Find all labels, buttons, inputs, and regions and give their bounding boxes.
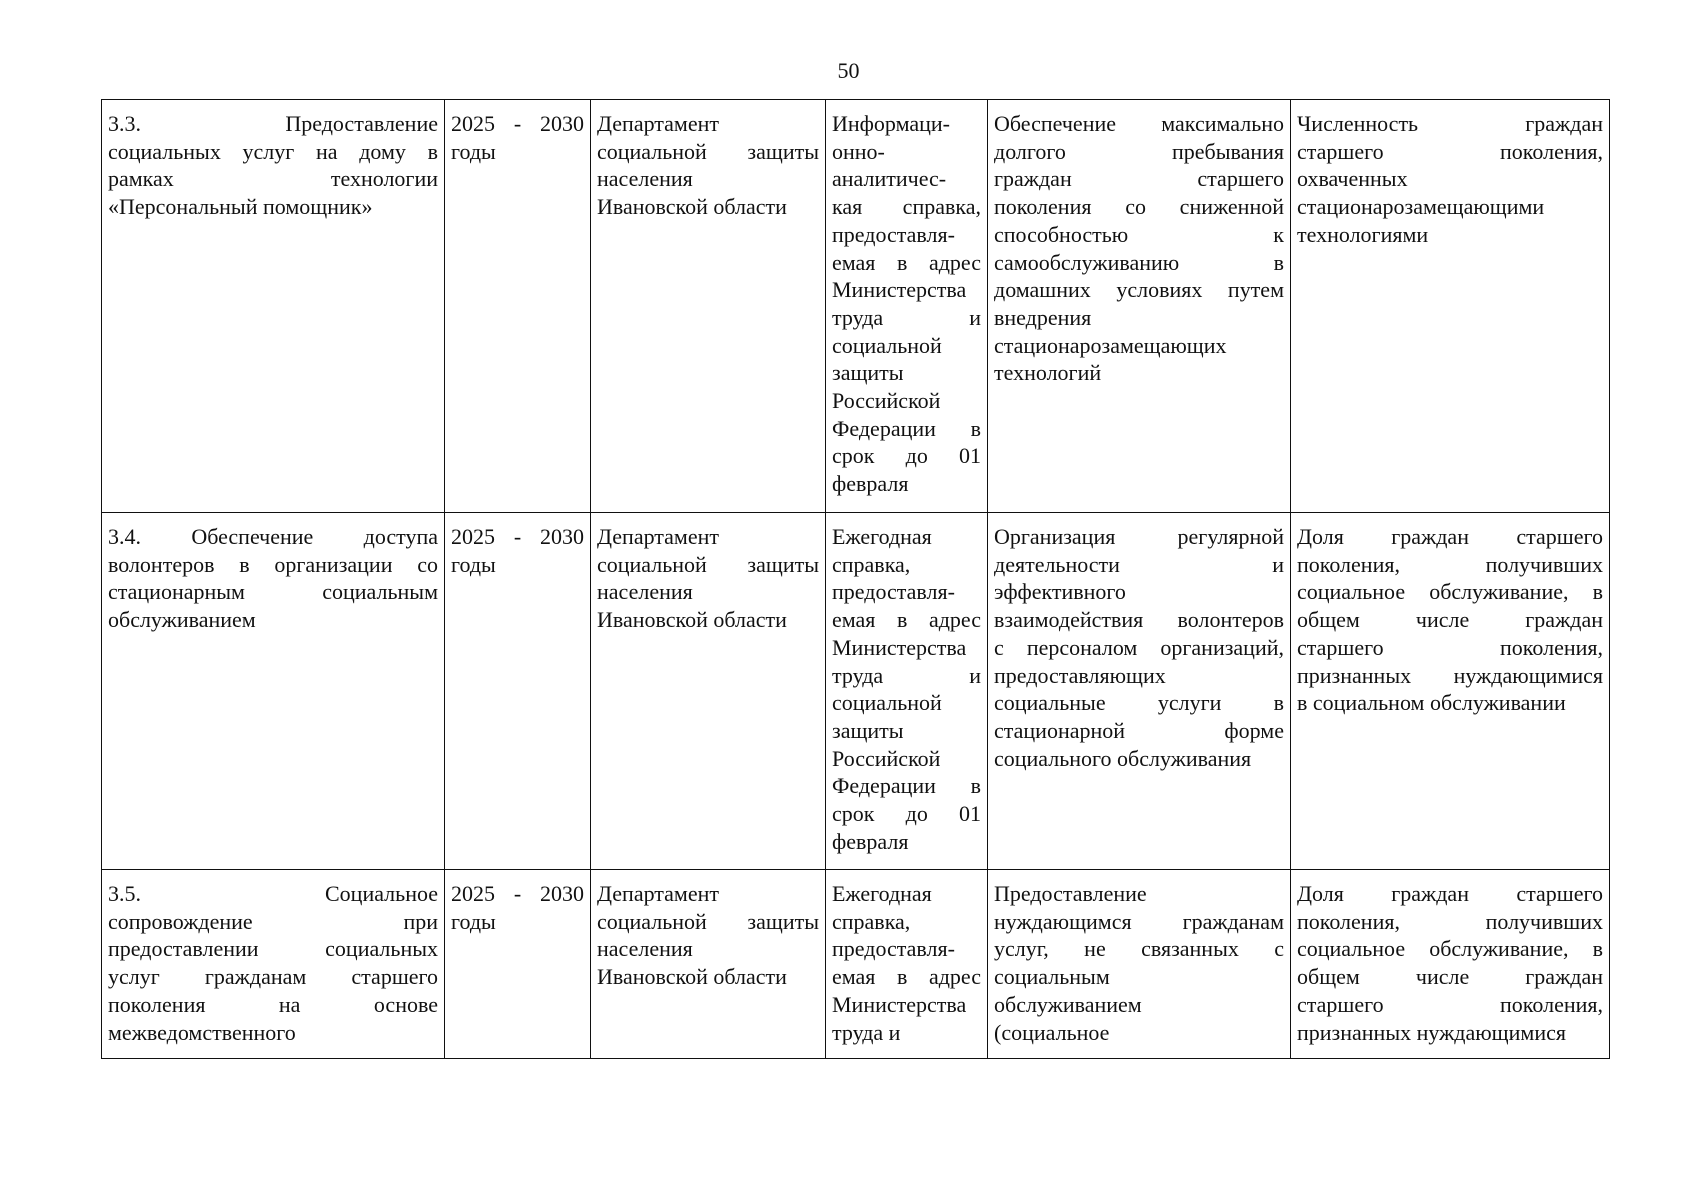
cell-text-line: нуждающимся гражданам — [994, 908, 1284, 934]
cell-text-line: общем числе граждан — [1297, 607, 1603, 633]
table-row — [102, 870, 1610, 1059]
cell-text-line: Федерации в — [832, 773, 981, 799]
measures-table — [101, 99, 1610, 1059]
cell-text-line: населения — [597, 936, 693, 962]
cell-text-line: социальной защиты — [597, 908, 819, 934]
period-cell — [445, 513, 591, 870]
cell-text-line: кая справка, — [832, 194, 981, 220]
cell-text-line: Ивановской области — [597, 607, 787, 633]
cell-text-line: межведомственного — [108, 1019, 296, 1045]
cell-text-line: в социальном обслуживании — [1297, 690, 1566, 716]
cell-text-line: предоставляющих — [994, 662, 1166, 688]
cell-text-line: «Персональный помощник» — [108, 194, 373, 220]
table-row — [102, 513, 1610, 870]
cell-text-line: Российской — [832, 388, 941, 414]
cell-text-line: технологиями — [1297, 221, 1429, 247]
cell-text-line: внедрения — [994, 304, 1092, 330]
cell-text-line: социального обслуживания — [994, 745, 1252, 771]
cell-text-line: социальной — [832, 332, 942, 358]
cell-text-line: февраля — [832, 471, 909, 497]
cell-text-line: годы — [451, 908, 496, 934]
cell-text-line: Ежегодная — [832, 524, 932, 549]
cell-text-line: 3.5. Социальное — [108, 881, 438, 906]
indicator-cell — [1291, 513, 1610, 870]
cell-text-line: технологий — [994, 360, 1102, 386]
cell-text-line: предоставля- — [832, 579, 955, 605]
report-form-cell — [826, 100, 988, 513]
cell-text-line: Министерства — [832, 991, 967, 1017]
cell-text-line: населения — [597, 166, 693, 192]
executor-cell — [591, 870, 826, 1059]
cell-text-line: Ежегодная — [832, 881, 932, 906]
cell-text-line: граждан старшего — [994, 166, 1284, 192]
cell-text-line: Обеспечение максимально — [994, 111, 1284, 136]
cell-text-line: Российской — [832, 745, 941, 771]
cell-text-line: поколения, получивших — [1297, 551, 1603, 577]
page-number: 50 — [837, 58, 860, 83]
cell-text-line: домашних условиях путем — [994, 277, 1284, 303]
cell-text-line: годы — [451, 138, 496, 164]
cell-text-line: февраля — [832, 828, 909, 854]
period-cell — [445, 100, 591, 513]
cell-text-line: Департамент — [597, 524, 720, 549]
period-cell — [445, 870, 591, 1059]
cell-text-line: стационарным социальным — [108, 579, 438, 605]
cell-text-line: Организация регулярной — [994, 524, 1284, 549]
cell-text-line: емая в адрес — [832, 964, 981, 990]
cell-text-line: социальное обслуживание, в — [1297, 579, 1603, 605]
measure-name-cell — [102, 513, 445, 870]
cell-text-line: услуг, не связанных с — [994, 936, 1284, 962]
cell-text-line: Ивановской области — [597, 964, 787, 990]
cell-text-line: емая в адрес — [832, 607, 981, 633]
cell-text-line: признанных нуждающимися — [1297, 1019, 1566, 1045]
cell-text-line: с персоналом организаций, — [994, 634, 1284, 660]
cell-text-line: взаимодействия волонтеров — [994, 607, 1284, 633]
cell-text-line: справка, — [832, 551, 911, 577]
cell-text-line: 3.4. Обеспечение доступа — [108, 524, 438, 549]
cell-text-line: онно- — [832, 138, 885, 164]
cell-text-line: 2025 - 2030 — [451, 524, 584, 549]
cell-text-line: аналитичес- — [832, 166, 947, 192]
cell-text-line: Численность граждан — [1297, 111, 1603, 136]
expected-result-cell — [988, 513, 1291, 870]
cell-text-line: (социальное — [994, 1019, 1110, 1045]
cell-text-line: Министерства — [832, 634, 967, 660]
cell-text-line: срок до 01 — [832, 801, 981, 827]
cell-text-line: социальной — [832, 690, 942, 716]
cell-text-line: труда и — [832, 662, 981, 688]
measure-name-cell — [102, 100, 445, 513]
cell-text-line: поколения со сниженной — [994, 194, 1284, 220]
cell-text-line: срок до 01 — [832, 443, 981, 469]
cell-text-line: поколения, получивших — [1297, 908, 1603, 934]
cell-text-line: Департамент — [597, 881, 720, 906]
cell-text-line: труда и — [832, 304, 981, 330]
cell-text-line: социальные услуги в — [994, 690, 1284, 716]
cell-text-line: стационарозамещающих — [994, 332, 1227, 358]
cell-text-line: волонтеров в организации со — [108, 551, 438, 577]
cell-text-line: деятельности и — [994, 551, 1284, 577]
cell-text-line: Предоставление — [994, 881, 1147, 906]
cell-text-line: социальной защиты — [597, 551, 819, 577]
measure-name-cell — [102, 870, 445, 1059]
cell-text-line: Доля граждан старшего — [1297, 524, 1603, 549]
cell-text-line: Ивановской области — [597, 194, 787, 220]
cell-text-line: справка, — [832, 908, 911, 934]
cell-text-line: поколения на основе — [108, 991, 438, 1017]
executor-cell — [591, 100, 826, 513]
table-row — [102, 100, 1610, 513]
cell-text-line: Федерации в — [832, 415, 981, 441]
cell-text-line: стационарозамещающими — [1297, 194, 1545, 220]
cell-text-line: признанных нуждающимися — [1297, 662, 1603, 688]
cell-text-line: защиты — [832, 360, 904, 386]
cell-text-line: 2025 - 2030 — [451, 881, 584, 906]
report-form-cell — [826, 870, 988, 1059]
cell-text-line: самообслуживанию в — [994, 249, 1284, 275]
cell-text-line: старшего поколения, — [1297, 634, 1603, 660]
cell-text-line: старшего поколения, — [1297, 138, 1603, 164]
cell-text-line: долгого пребывания — [994, 138, 1284, 164]
table-body — [102, 100, 1610, 1059]
cell-text-line: 3.3. Предоставление — [108, 111, 438, 136]
indicator-cell — [1291, 100, 1610, 513]
cell-text-line: рамках технологии — [108, 166, 438, 192]
cell-text-line: Департамент — [597, 111, 720, 136]
executor-cell — [591, 513, 826, 870]
cell-text-line: Доля граждан старшего — [1297, 881, 1603, 906]
cell-text-line: сопровождение при — [108, 908, 438, 934]
cell-text-line: труда и — [832, 1019, 901, 1045]
cell-text-line: годы — [451, 551, 496, 577]
cell-text-line: Министерства — [832, 277, 967, 303]
cell-text-line: старшего поколения, — [1297, 991, 1603, 1017]
indicator-cell — [1291, 870, 1610, 1059]
cell-text-line: предоставля- — [832, 936, 955, 962]
cell-text-line: населения — [597, 579, 693, 605]
cell-text-line: предоставлении социальных — [108, 936, 438, 962]
expected-result-cell — [988, 100, 1291, 513]
cell-text-line: социальной защиты — [597, 138, 819, 164]
cell-text-line: способностью к — [994, 221, 1284, 247]
cell-text-line: емая в адрес — [832, 249, 981, 275]
cell-text-line: социальным — [994, 964, 1110, 990]
report-form-cell — [826, 513, 988, 870]
cell-text-line: общем числе граждан — [1297, 964, 1603, 990]
cell-text-line: обслуживанием — [994, 991, 1142, 1017]
cell-text-line: обслуживанием — [108, 607, 256, 633]
cell-text-line: предоставля- — [832, 221, 955, 247]
cell-text-line: стационарной форме — [994, 717, 1284, 743]
cell-text-line: услуг гражданам старшего — [108, 964, 438, 990]
cell-text-line: 2025 - 2030 — [451, 111, 584, 136]
cell-text-line: эффективного — [994, 579, 1126, 605]
expected-result-cell — [988, 870, 1291, 1059]
cell-text-line: охваченных — [1297, 166, 1408, 192]
cell-text-line: социальных услуг на дому в — [108, 138, 438, 164]
cell-text-line: защиты — [832, 717, 904, 743]
cell-text-line: социальное обслуживание, в — [1297, 936, 1603, 962]
cell-text-line: Информаци- — [832, 111, 950, 136]
